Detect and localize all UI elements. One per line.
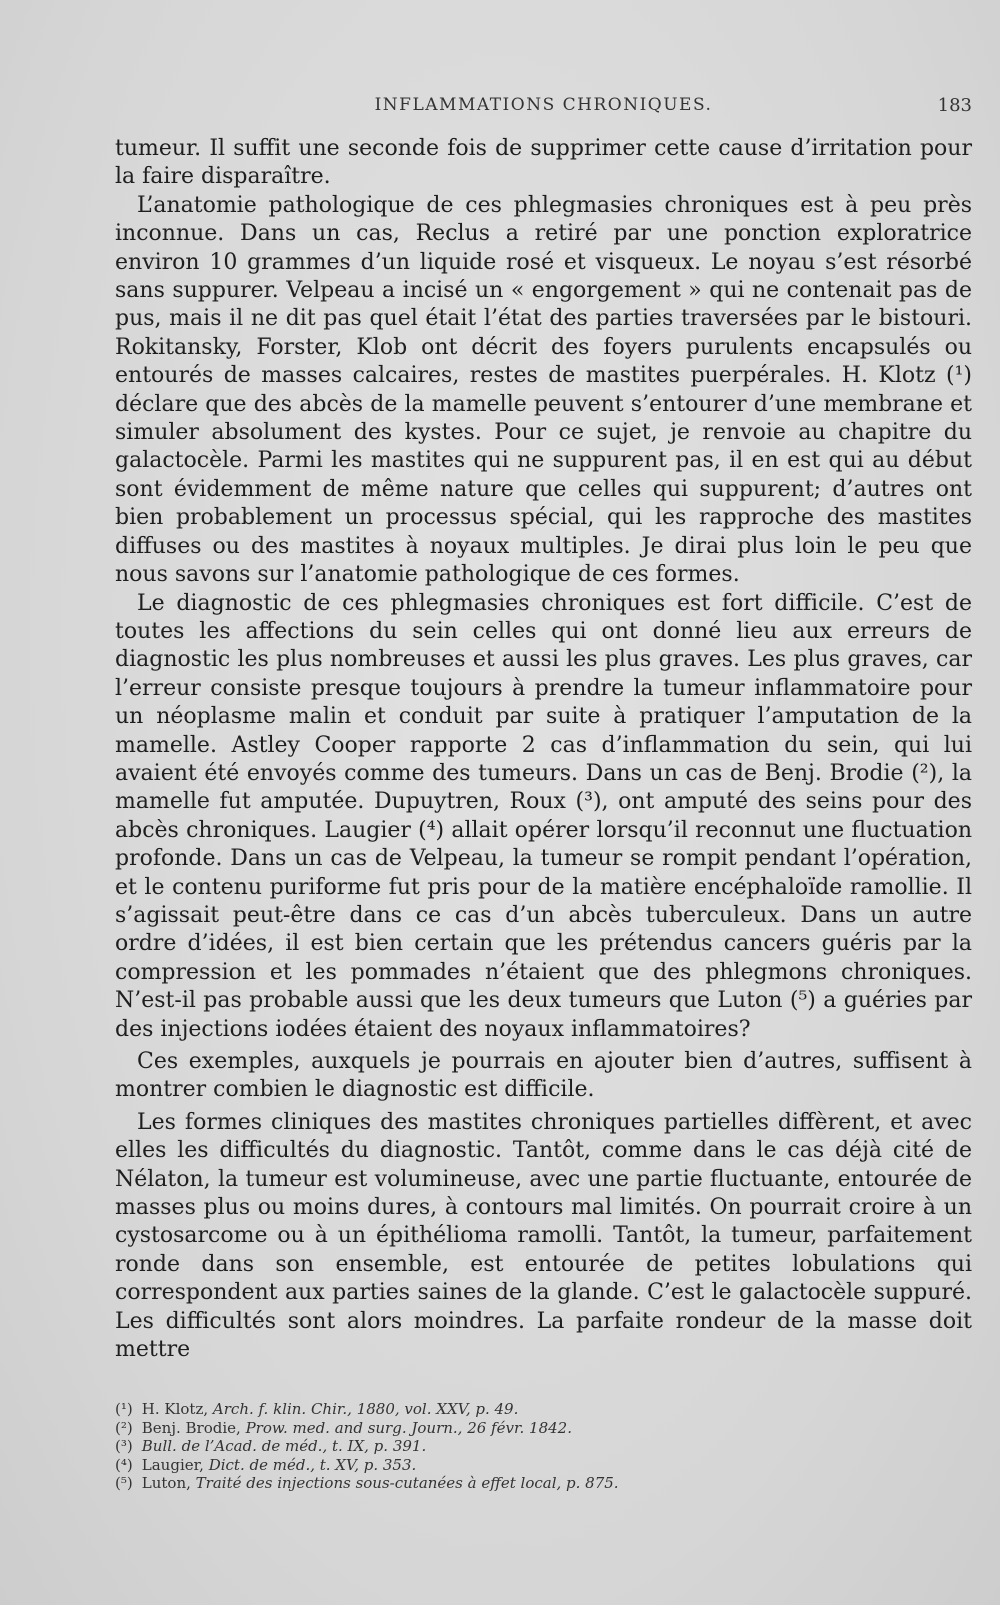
page-number: 183 <box>937 95 972 116</box>
footnote-reference: Bull. de l’Acad. de méd., t. IX, p. 391. <box>141 1437 427 1456</box>
footnote-reference: Dict. de méd., t. XV, p. 353. <box>208 1455 417 1474</box>
footnote <box>115 1419 972 1438</box>
footnote <box>115 1400 972 1419</box>
footnote-reference: Prow. med. and surg. Journ., 26 févr. 1842. <box>245 1418 572 1437</box>
footnote <box>115 1437 972 1456</box>
body-text <box>115 135 972 1364</box>
footnote-reference: Traité des injections sous-cutanées à effet local, p. 875. <box>195 1474 619 1493</box>
footnote <box>115 1474 972 1493</box>
footnote-reference: Arch. f. klin. Chir., 1880, vol. XXV, p. 49. <box>212 1400 519 1419</box>
paragraph-continuation: tumeur. Il suffit une seconde fois de supprimer cette cause d’irritation pour la faire disparaître. <box>115 136 972 190</box>
footnote-number: (⁵) <box>115 1474 133 1493</box>
paragraph-diagnosis: Le diagnostic de ces phlegmasies chroniques est fort difficile. C’est de toutes les affections du sein celles qui ont donné lieu aux erreurs de diagnostic les plus nombreuses et aussi les plus graves. Les plus graves, car l’erreur consiste presque toujours à prendre la tumeur inflammatoire pour un néoplasme malin et conduit par suite à pratiquer l’amputation de la mamelle. Astley Cooper rapporte 2 cas d’inflammation du sein, qui lui avaient été envoyés comme des tumeurs. Dans un cas de Benj. Brodie (²), la mamelle fut amputée. Dupuytren, Roux (³), ont amputé des seins pour des abcès chroniques. Laugier (⁴) allait opérer lorsqu’il reconnut une fluctuation profonde. Dans un cas de Velpeau, la tumeur se rompit pendant l’opération, et le contenu puriforme fut pris pour de la matière encéphaloïde ramollie. Il s’agissait peut-être dans ce cas d’un abcès tuberculeux. Dans un autre ordre d’idées, il est bien certain que les prétendus cancers guéris par la compression et les pommades n’étaient que des phlegmons chroniques. N’est-il pas probable aussi que les deux tumeurs que Luton (⁵) a guéries par des injections iodées étaient des noyaux inflammatoires? <box>115 590 972 1042</box>
footnote-number: (¹) <box>115 1400 133 1419</box>
footnotes <box>115 1400 972 1493</box>
paragraph-anatomy: L’anatomie pathologique de ces phlegmasies chroniques est à peu près inconnue. Dans un cas, Reclus a retiré par une ponction exploratrice environ 10 grammes d’un liquide rosé et visqueux. Le noyau s’est résorbé sans suppurer. Velpeau a incisé un « engorgement » qui ne contenait pas de pus, mais il ne dit pas quel était l’état des parties traversées par le bistouri. Rokitansky, Forster, Klob ont décrit des foyers purulents encapsulés ou entourés de masses calcaires, restes de mastites puerpérales. H. Klotz (¹) déclare que des abcès de la mamelle peuvent s’entourer d’une membrane et simuler absolument des kystes. Pour ce sujet, je renvoie au chapitre du galactocèle. Parmi les mastites qui ne suppurent pas, il en est qui au début sont évidemment de même nature que celles qui suppurent; d’autres ont bien probablement un processus spécial, qui les rapproche des mastites diffuses ou des mastites à noyaux multiples. Je dirai plus loin le peu que nous savons sur l’anatomie pathologique de ces formes. <box>115 192 972 588</box>
footnote-author: H. Klotz, <box>141 1400 209 1419</box>
paragraph-clinical-forms: Les formes cliniques des mastites chroniques partielles diffèrent, et avec elles les difficultés du diagnostic. Tantôt, comme dans le cas déjà cité de Nélaton, la tumeur est volumineuse, avec une partie fluctuante, entourée de masses plus ou moins dures, à contours mal limités. On pourrait croire à un cystosarcome ou à un épithélioma ramolli. Tantôt, la tumeur, parfaitement ronde dans son ensemble, est entourée de petites lobulations qui correspondent aux parties saines de la glande. C’est le galactocèle suppuré. Les difficultés sont alors moindres. La parfaite rondeur de la masse doit mettre <box>115 1109 972 1363</box>
footnote-author: Benj. Brodie, <box>141 1418 241 1437</box>
footnote-author: Luton, <box>141 1474 191 1493</box>
running-title: INFLAMMATIONS CHRONIQUES. <box>374 95 713 115</box>
paragraph-examples: Ces exemples, auxquels je pourrais en ajouter bien d’autres, suffisent à montrer combien le diagnostic est difficile. <box>115 1049 972 1103</box>
footnote-author: Laugier, <box>141 1455 204 1474</box>
footnote <box>115 1456 972 1475</box>
footnote-number: (³) <box>115 1437 133 1456</box>
footnote-number: (⁴) <box>115 1455 133 1474</box>
running-head <box>115 95 972 129</box>
footnote-number: (²) <box>115 1418 133 1437</box>
